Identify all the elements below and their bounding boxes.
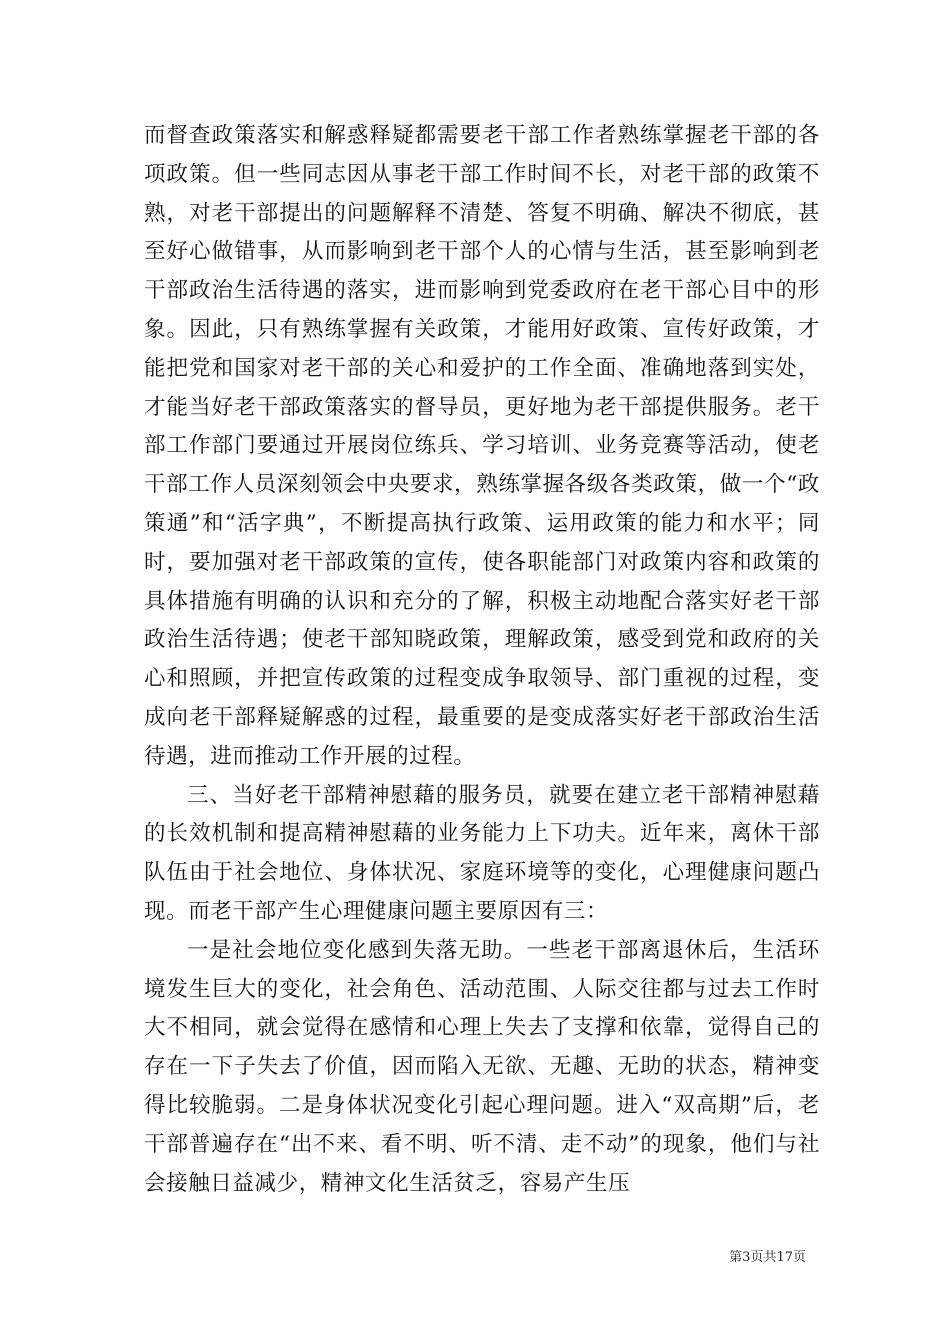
- paragraph-continuation: 而督查政策落实和解惑释疑都需要老干部工作者熟练掌握老干部的各项政策。但一些同志因从事老干部工作时间不长，对老干部的政策不熟，对老干部提出的问题解释不清楚、答复不明确、解决不彻底，甚至好心做错事，从而影响到老干部个人的心情与生活，甚至影响到老干部政治生活待遇的落实，进而影响到党委政府在老干部心目中的形象。因此，只有熟练掌握有关政策，才能用好政策、宣传好政策，才能把党和国家对老干部的关心和爱护的工作全面、准确地落到实处，才能当好老干部政策落实的督导员，更好地为老干部提供服务。老干部工作部门要通过开展岗位练兵、学习培训、业务竞赛等活动，使老干部工作人员深刻领会中央要求，熟练掌握各级各类政策，做一个“政策通”和“活字典”，不断提高执行政策、运用政策的能力和水平；同时，要加强对老干部政策的宣传，使各职能部门对政策内容和政策的具体措施有明确的认识和充分的了解，积极主动地配合落实好老干部政治生活待遇；使老干部知晓政策，理解政策，感受到党和政府的关心和照顾，并把宣传政策的过程变成争取领导、部门重视的过程，变成向老干部释疑解惑的过程，最重要的是变成落实好老干部政治生活待遇，进而推动工作开展的过程。: [144, 123, 820, 769]
- paragraph-section-three: 三、当好老干部精神慰藉的服务员，就要在建立老干部精神慰藉的长效机制和提高精神慰藉的业务能力上下功夫。近年来，离休干部队伍由于社会地位、身体状况、家庭环境等的变化，心理健康问题凸现。而老干部产生心理健康问题主要原因有三：: [144, 782, 820, 924]
- page-number-footer: [729, 1250, 806, 1266]
- paragraph-reasons: 一是社会地位变化感到失落无助。一些老干部离退休后，生活环境发生巨大的变化，社会角色、活动范围、人际交往都与过去工作时大不相同，就会觉得在感情和心理上失去了支撑和依靠，觉得自己的存在一下子失去了价值，因而陷入无欲、无趣、无助的状态，精神变得比较脆弱。二是身体状况变化引起心理问题。进入“双高期”后，老干部普遍存在“出不来、看不明、听不清、走不动”的现象，他们与社会接触日益减少，精神文化生活贫乏，容易产生压: [144, 937, 820, 1196]
- document-body: [144, 117, 820, 1203]
- page-number-label: 第3页共17页: [729, 1250, 806, 1265]
